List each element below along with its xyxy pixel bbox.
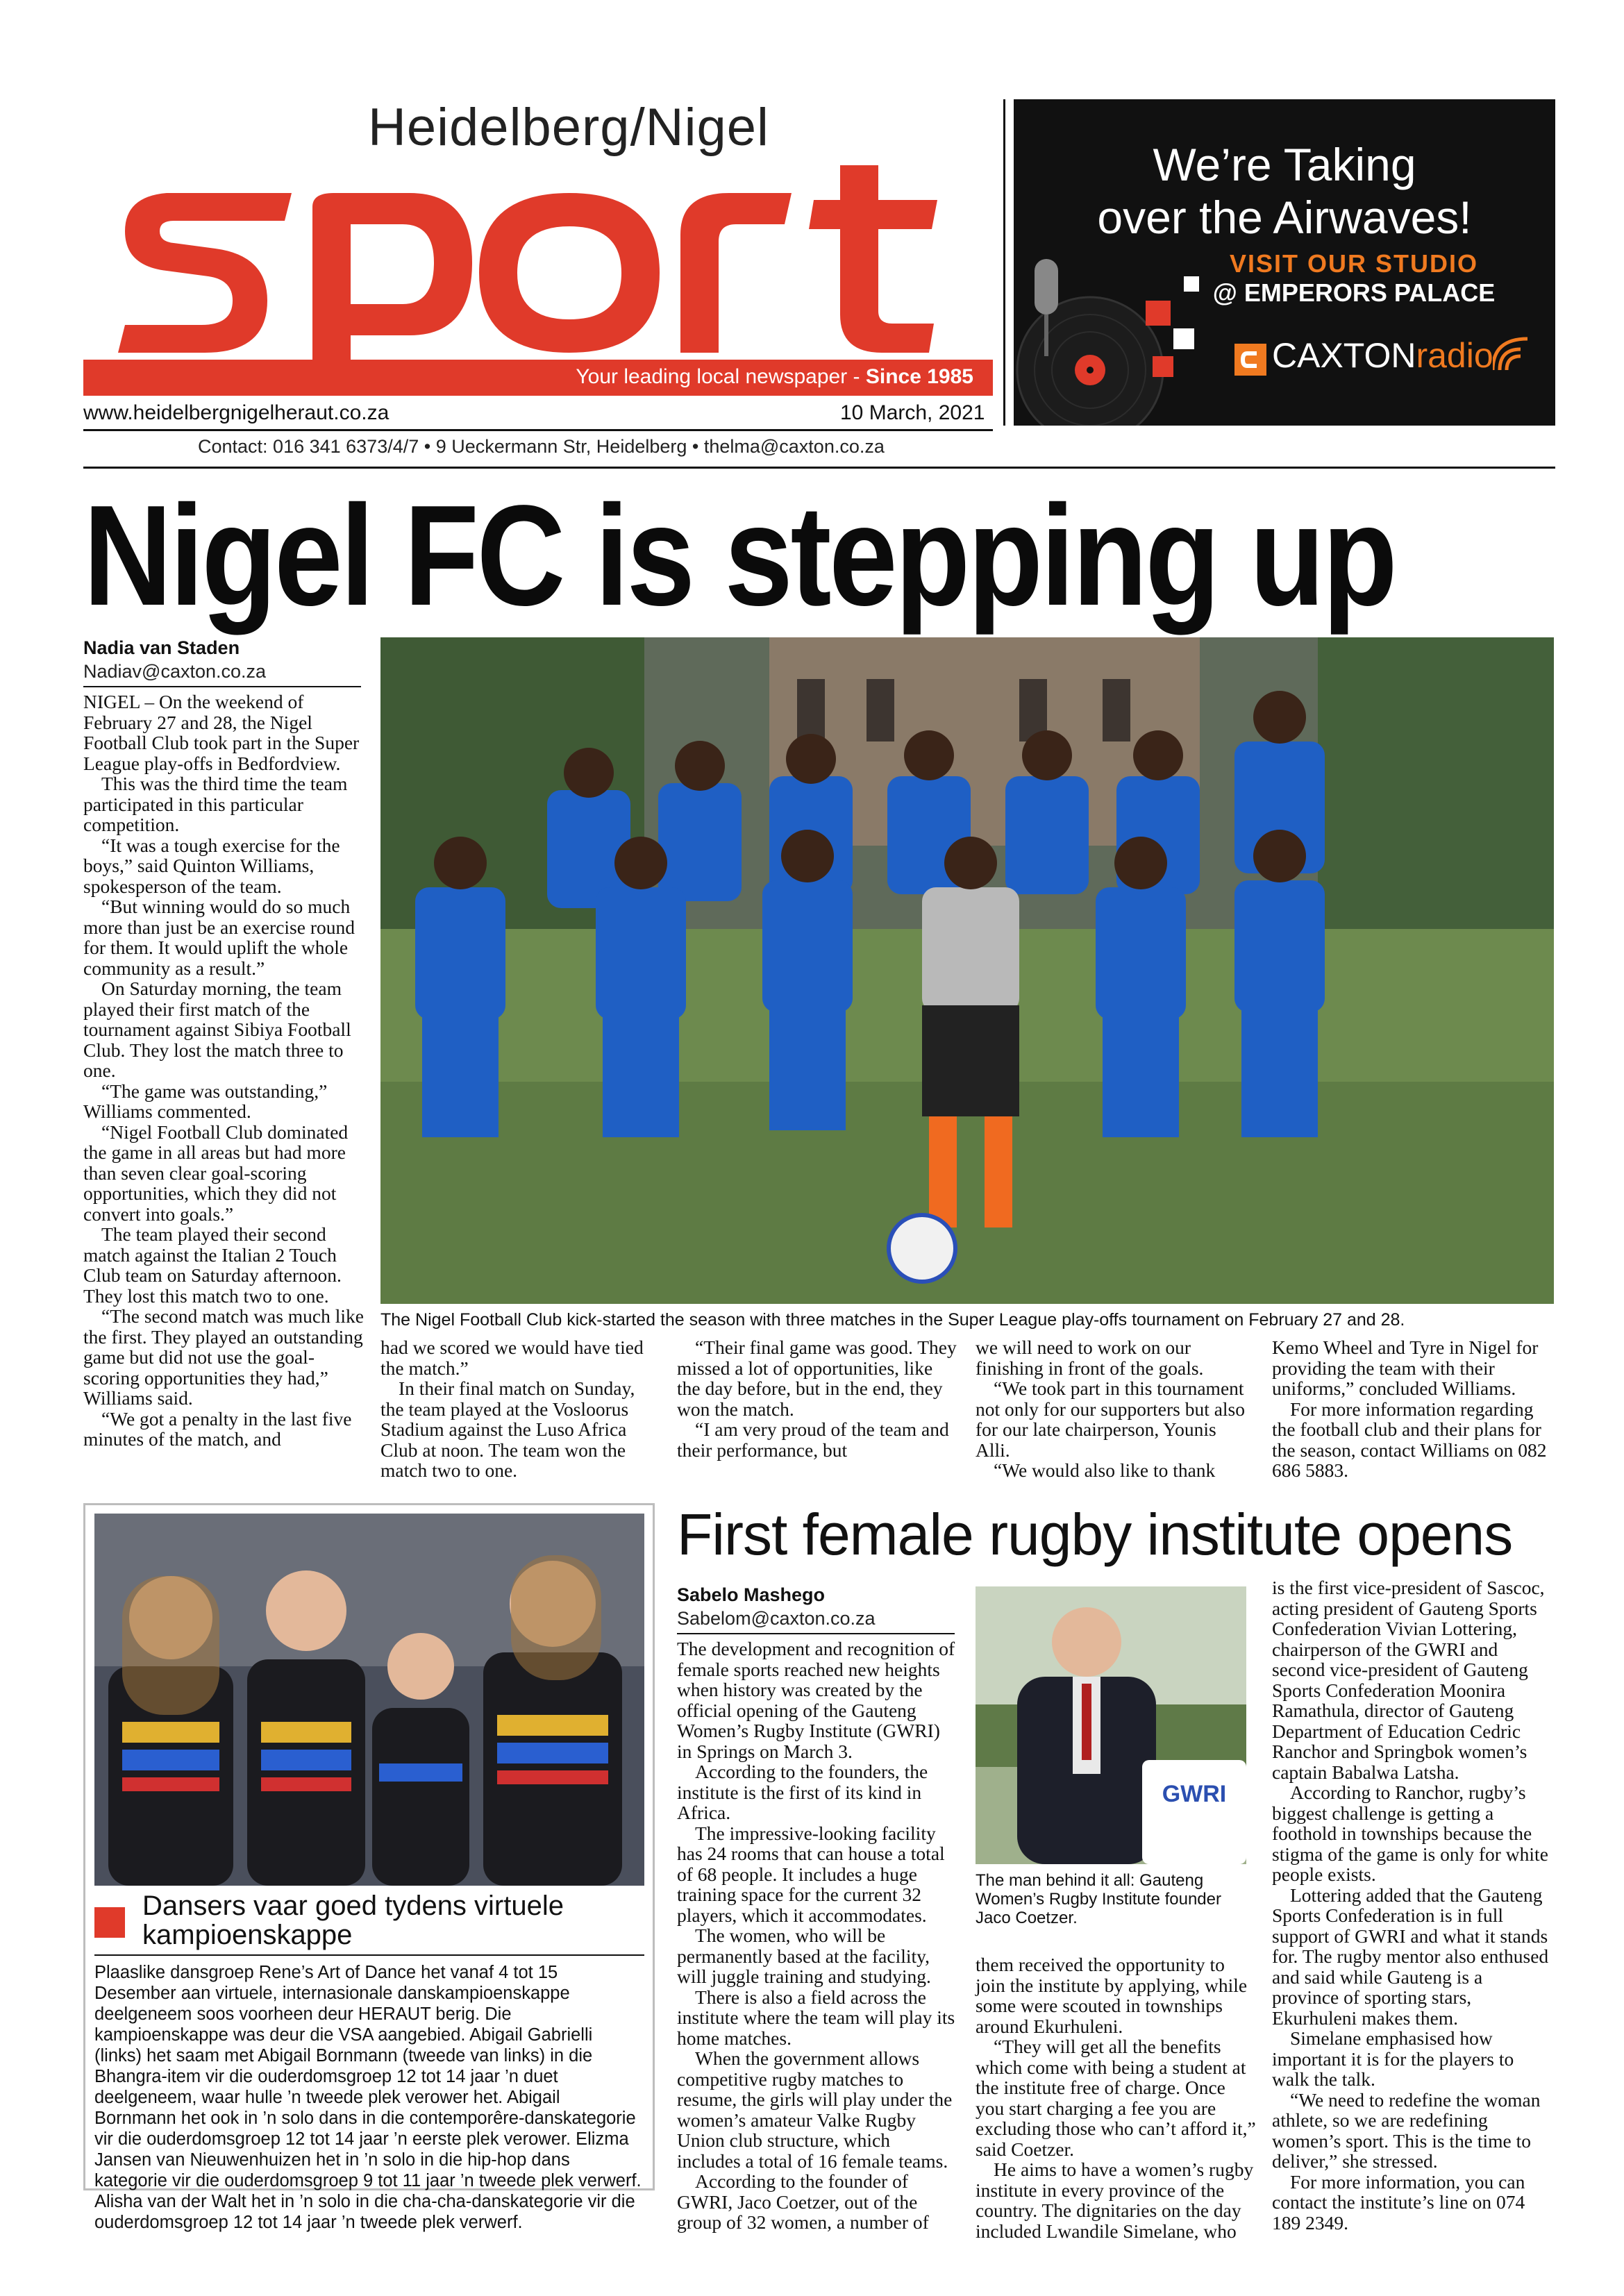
rugby-column-1 — [677, 1639, 958, 2233]
paragraph: “We would also like to thank — [994, 1459, 1216, 1481]
rugby-photo-caption: The man behind it all: Gauteng Women’s Rugby Institute founder Jaco Coetzer. — [976, 1871, 1221, 1927]
website-link[interactable]: www.heidelbergnigelheraut.co.za — [83, 401, 390, 424]
paragraph: Simelane emphasised how important it is for the players to walk the talk. — [1272, 2027, 1514, 2090]
red-square-marker — [94, 1907, 125, 1938]
ad-headline-line1: We’re Taking — [1153, 139, 1416, 190]
paragraph: is the first vice-president of Sascoc, acting president of Gauteng Sports Confederation Vivian Lottering, chairperson of the GWRI and second vice-president of Gauteng Sports Confederation Moonira Ramathula, director of Gauteng Department of Education Cedric Ranchor and Springbok women’s captain Babalwa Latsha. — [1272, 1577, 1545, 1783]
paragraph: “We got a penalty in the last five minutes of the match, and — [83, 1407, 352, 1450]
paragraph: we will need to work on our finishing in front of the goals. — [976, 1336, 1204, 1379]
lead-author: Nadia van Staden — [83, 637, 240, 658]
lead-headline[interactable]: Nigel FC is stepping up — [83, 476, 1396, 635]
divider — [83, 467, 1555, 469]
paragraph: Kemo Wheel and Tyre in Nigel for providing the team with their uniforms,” concluded Williams. — [1272, 1336, 1539, 1399]
logo-letter-p — [312, 193, 472, 374]
paragraph: According to Ranchor, rugby’s biggest challenge is getting a foothold in townships because the stigma of the game is only for white people exists. — [1272, 1782, 1548, 1885]
paragraph: According to the founder of GWRI, Jaco Coetzer, out of the group of 32 women, a number of — [677, 2170, 929, 2233]
paragraph: For more information regarding the football club and their plans for the season, contact Williams on 082 686 5883. — [1272, 1398, 1547, 1481]
masthead-region: Heidelberg/Nigel — [368, 98, 769, 157]
rugby-founder-photo — [976, 1586, 1246, 1864]
ad-brand-radio: radio — [1416, 336, 1493, 375]
paragraph: “Their final game was good. They missed a lot of opportunities, like the day before, but in the end, they won the match. — [677, 1336, 957, 1420]
paragraph: This was the third time the team participated in this particular competition. — [83, 773, 348, 835]
paragraph: “The game was outstanding,” Williams commented. — [83, 1080, 328, 1122]
dance-headline[interactable]: Dansers vaar goed tydens virtuele kampioenskappe — [142, 1891, 564, 1950]
dance-photo-illustration — [94, 1514, 644, 1886]
publication-date: 10 March, 2021 — [840, 401, 985, 424]
rugby-author: Sabelo Mashego — [677, 1584, 826, 1605]
paragraph: In their final match on Sunday, the team played at the Vosloorus Stadium against the Luso Africa Club at noon. The team won the match two to one. — [380, 1377, 635, 1481]
rugby-headline[interactable]: First female rugby institute opens — [677, 1502, 1513, 1567]
caxton-logo-icon — [1234, 344, 1266, 376]
paragraph: Lottering added that the Gauteng Sports Confederation is in full support of GWRI and what it stands for. The rugby mentor also enthused and said while Gauteng is a province of sporting stars, Ekurhuleni makes them. — [1272, 1884, 1549, 2029]
rugby-column-3 — [1272, 1577, 1553, 2233]
logo-letter-s — [118, 193, 292, 353]
paragraph: “We took part in this tournament not only for our supporters but also for our late chairperson, Younis Alli. — [976, 1377, 1246, 1461]
paragraph: them received the opportunity to join the institute by applying, while some were scouted in townships around Ekurhuleni. — [976, 1954, 1248, 2037]
team-photo — [380, 637, 1554, 1304]
divider — [83, 686, 361, 687]
logo-letter-o — [479, 193, 660, 353]
paragraph: “I am very proud of the team and their performance, but — [677, 1418, 949, 1461]
lead-column-5 — [1272, 1337, 1553, 1481]
team-photo-caption: The Nigel Football Club kick-started the season with three matches in the Super League play-offs tournament on February 27 and 28. — [380, 1310, 1405, 1330]
vinyl-record-icon — [1014, 252, 1222, 426]
tagline — [576, 365, 973, 389]
paragraph: The team played their second match against the Italian 2 Touch Club team on Saturday afternoon. They lost this match two to one. — [83, 1223, 342, 1307]
tagline-since: Since 1985 — [865, 365, 973, 388]
caxton-radio-ad[interactable] — [1014, 99, 1555, 426]
tagline-bar — [83, 360, 993, 396]
divider — [83, 429, 993, 431]
ad-brand-caxton: CAXTON — [1272, 336, 1416, 375]
lead-column-3 — [677, 1337, 958, 1460]
lead-column-1 — [83, 692, 365, 1450]
paragraph: When the government allows competitive rugby matches to resume, the girls will play under the women’s amateur Valke Rugby Union club structure, which includes a total of 16 female teams. — [677, 2047, 953, 2172]
divider — [677, 1633, 955, 1634]
paragraph: “They will get all the benefits which come with being a student at the institute free of charge. Once you start charging a fee you are excluding those who can’t afford it,” said Coetzer. — [976, 2036, 1256, 2160]
paragraph: “The second match was much like the first. They played an outstanding game but did not use the goal-scoring opportunities they had,” Williams said. — [83, 1305, 364, 1409]
ad-headline-line2: over the Airwaves! — [1097, 192, 1472, 243]
team-photo-illustration — [380, 637, 1554, 1304]
lead-author-email[interactable]: Nadiav@caxton.co.za — [83, 661, 267, 682]
paragraph: NIGEL – On the weekend of February 27 and 28, the Nigel Football Club took part in the Super League play-offs in Bedfordview. — [83, 691, 360, 774]
paragraph: had we scored we would have tied the match.” — [380, 1336, 644, 1379]
paragraph: “We need to redefine the woman athlete, so we are redefining women’s sport. This is the time to deliver,” she stressed. — [1272, 2088, 1541, 2172]
lead-column-4 — [976, 1337, 1253, 1481]
paragraph: The impressive-looking facility has 24 rooms that can house a total of 68 people. It includes a huge training space for the current 32 players, which it accommodates. — [677, 1822, 945, 1926]
sport-logo — [83, 165, 1007, 374]
paragraph: On Saturday morning, the team played their first match of the tournament against Sibiya Football Club. They lost the match three to one. — [83, 978, 351, 1081]
paragraph: For more information, you can contact the institute’s line on 074 189 2349. — [1272, 2170, 1525, 2234]
divider — [94, 1954, 644, 1956]
paragraph: “Nigel Football Club dominated the game in all areas but had more than seven clear goal-scoring opportunities, which they did not convert into goals.” — [83, 1121, 349, 1225]
rugby-author-email[interactable]: Sabelom@caxton.co.za — [677, 1608, 876, 1629]
contact-line: Contact: 016 341 6373/4/7 • 9 Ueckermann Str, Heidelberg • thelma@caxton.co.za — [198, 436, 885, 457]
paragraph: “It was a tough exercise for the boys,” said Quinton Williams, spokesperson of the team. — [83, 834, 340, 897]
paragraph: According to the founders, the institute is the first of its kind in Africa. — [677, 1761, 928, 1823]
dance-body: Plaaslike dansgroep Rene’s Art of Dance het vanaf 4 tot 15 Desember aan virtuele, internasionale danskampioenskappe deelgeneem soos voorheen deur HERAUT berig. Die kampioenskappe was deur die VSA aangebied. Abigail Gabrielli (links) het saam met Abigail Bornmann (tweede van links) in die Bhangra-item vir die ouderdomsgroep 12 tot 14 jaar ’n duet deelgeneem, waar hulle ’n tweede plek verower het. Abigail Bornmann het ook in ’n solo dans in die contemporêre-danskategorie vir die ouderdomsgroep 12 tot 14 jaar ’n eerste plek verower. Elizma Jansen van Nieuwenhuizen het in ’n solo in die hip-hop dans kategorie vir die ouderdomsgroep 9 tot 11 jaar ’n tweede plek verwerf. Alisha van der Walt het in ’n solo in die cha-cha-danskategorie vir die ouderdomsgroep 12 tot 14 jaar ’n tweede plek verwerf. — [94, 1963, 642, 2232]
paragraph: The development and recognition of female sports reached new heights when history was created by the official opening of the Gauteng Women’s Rugby Institute (GWRI) in Springs on March 3. — [677, 1638, 955, 1762]
paragraph: He aims to have a women’s rugby institute in every province of the country. The dignitaries on the day included Lwandile Simelane, who — [976, 2159, 1254, 2242]
tagline-text: Your leading local newspaper - — [576, 365, 866, 388]
ad-headline — [1014, 138, 1555, 244]
rugby-photo-illustration — [976, 1586, 1246, 1864]
logo-letter-t — [809, 165, 937, 353]
ad-venue: @ EMPERORS PALACE — [1212, 278, 1496, 307]
paragraph: “But winning would do so much more than just be an exercise round for them. It would uplift the whole community as a result.” — [83, 896, 355, 979]
paragraph: The women, who will be permanently based at the facility, will juggle training and studying. — [677, 1925, 931, 1987]
gwri-sign-text: GWRI — [1162, 1781, 1227, 1807]
logo-letter-r — [680, 193, 792, 353]
broadcast-waves-icon — [1493, 332, 1541, 374]
paragraph: There is also a field across the institute where the team will play its home matches. — [677, 1986, 955, 2049]
ad-brand — [1272, 335, 1493, 376]
rugby-column-2 — [976, 1954, 1257, 2241]
lead-column-2 — [380, 1337, 662, 1481]
dance-photo — [94, 1514, 644, 1886]
ad-visit: VISIT OUR STUDIO — [1229, 249, 1479, 278]
divider — [1003, 99, 1005, 426]
